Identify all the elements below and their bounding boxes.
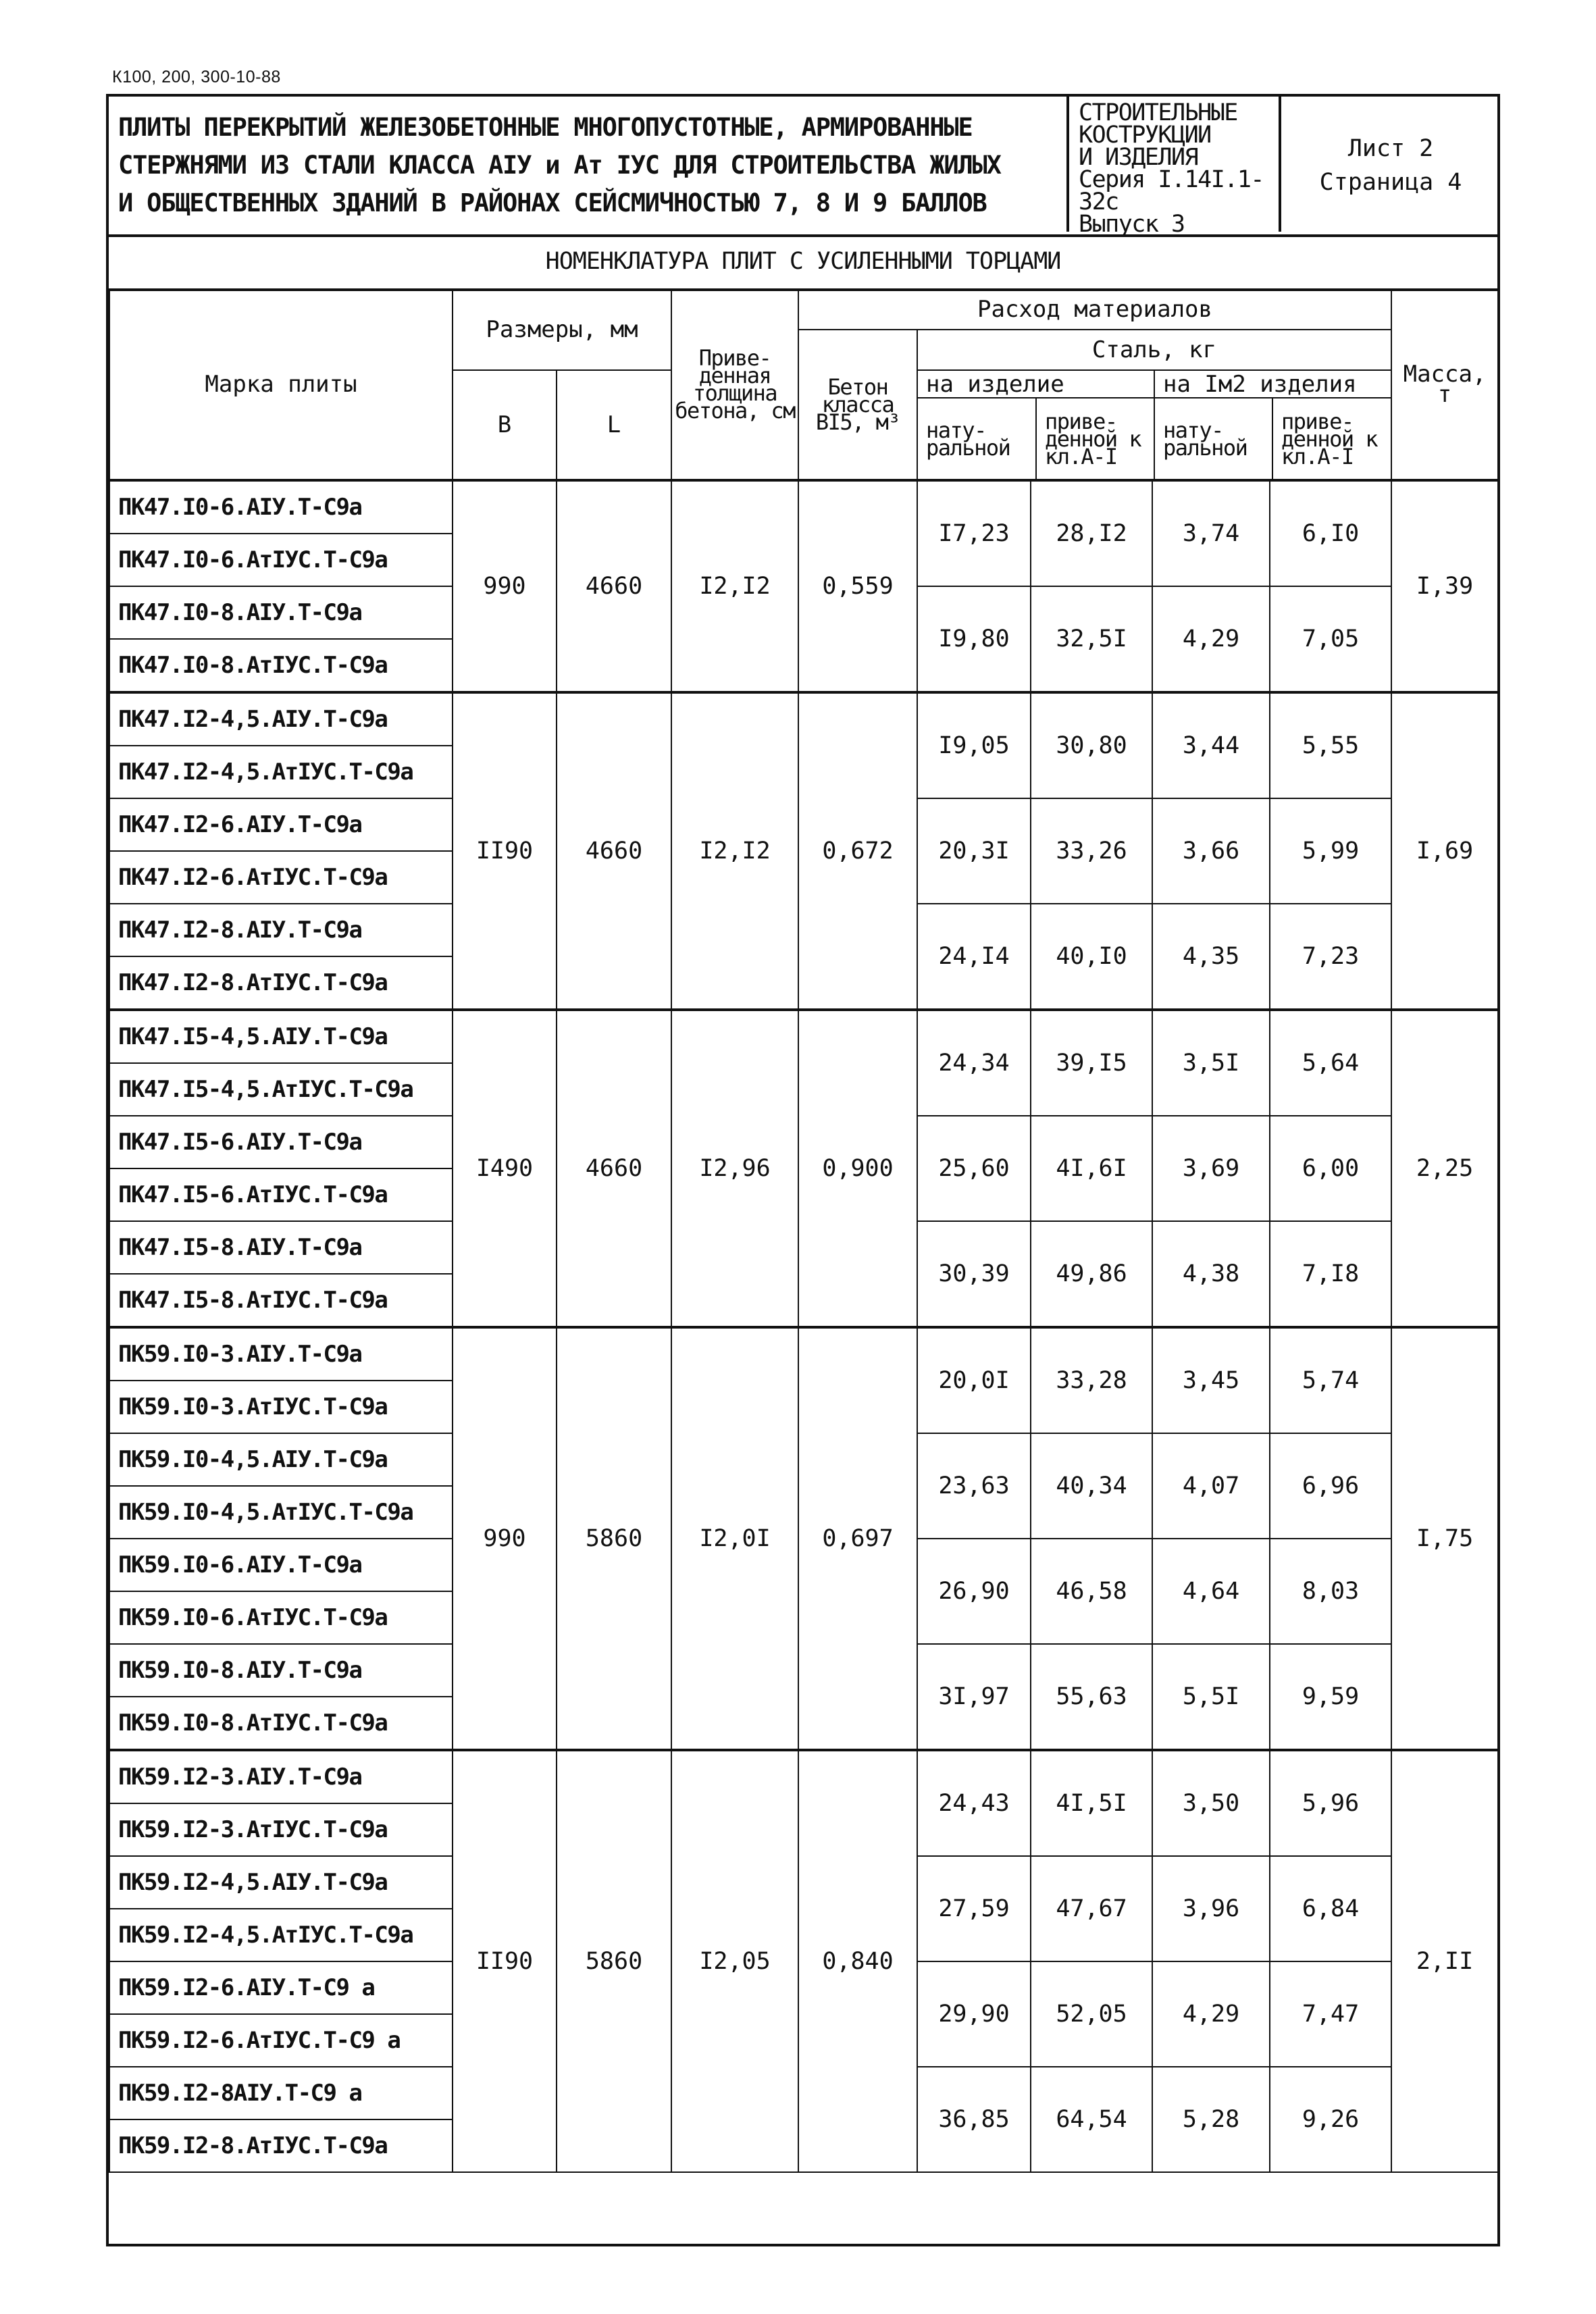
steel-reduced: 55,63 <box>1031 1644 1152 1750</box>
table-row <box>109 1327 1498 1381</box>
size-l: 4660 <box>557 1010 671 1327</box>
steel-reduced-m2: 9,59 <box>1270 1644 1391 1750</box>
plate-mark: ПК47.I5-6.АтIУС.Т-С9а <box>109 1168 453 1221</box>
concrete-value: 0,840 <box>798 1750 917 2172</box>
steel-natural-m2: 3,69 <box>1152 1116 1270 1221</box>
steel-natural: 24,I4 <box>917 904 1031 1010</box>
col-mass: Масса, т <box>1391 289 1498 480</box>
steel-natural-m2: 3,96 <box>1152 1856 1270 1961</box>
document-code: К100, 200, 300-10-88 <box>112 68 281 86</box>
size-b: II90 <box>453 1750 557 2172</box>
title-line: ПЛИТЫ ПЕРЕКРЫТИЙ ЖЕЛЕЗОБЕТОННЫЕ МНОГОПУСТОТНЫЕ, АРМИРОВАННЫЕ <box>118 113 973 142</box>
plate-mark: ПК47.I5-8.АтIУС.Т-С9а <box>109 1274 453 1327</box>
steel-reduced: 33,28 <box>1031 1327 1152 1433</box>
steel-natural: 27,59 <box>917 1856 1031 1961</box>
plate-mark: ПК47.I0-8.AIУ.Т-С9а <box>109 586 453 639</box>
steel-reduced-m2: 5,96 <box>1270 1750 1391 1856</box>
sheet-block <box>1284 97 1497 232</box>
steel-natural: 30,39 <box>917 1221 1031 1327</box>
steel-natural-m2: 4,29 <box>1152 1961 1270 2067</box>
table-row <box>109 1010 1498 1063</box>
steel-reduced-m2: 7,47 <box>1270 1961 1391 2067</box>
plate-mark: ПК59.I2-4,5.AIУ.Т-С9а <box>109 1856 453 1909</box>
col-per-m2: на Iм2 изделия <box>1154 371 1391 398</box>
steel-reduced-m2: 6,84 <box>1270 1856 1391 1961</box>
steel-natural: I7,23 <box>917 480 1031 586</box>
steel-reduced: 4I,6I <box>1031 1116 1152 1221</box>
plate-mark: ПК47.I2-8.АтIУС.Т-С9а <box>109 956 453 1010</box>
plate-mark: ПК59.I0-8.AIУ.Т-С9а <box>109 1644 453 1697</box>
steel-natural-m2: 4,29 <box>1152 586 1270 692</box>
size-l: 4660 <box>557 480 671 692</box>
steel-reduced-m2: 7,I8 <box>1270 1221 1391 1327</box>
steel-reduced: 47,67 <box>1031 1856 1152 1961</box>
col-b: B <box>453 370 557 480</box>
steel-reduced: 30,80 <box>1031 692 1152 798</box>
plate-mark: ПК59.I2-8AIУ.Т-С9 а <box>109 2067 453 2119</box>
steel-natural-m2: 3,45 <box>1152 1327 1270 1433</box>
steel-reduced-m2: 6,I0 <box>1270 480 1391 586</box>
steel-natural: 24,43 <box>917 1750 1031 1856</box>
concrete-value: 0,697 <box>798 1327 917 1750</box>
steel-reduced: 64,54 <box>1031 2067 1152 2172</box>
size-b: 990 <box>453 480 557 692</box>
steel-reduced: 32,5I <box>1031 586 1152 692</box>
steel-reduced-m2: 5,99 <box>1270 798 1391 904</box>
steel-reduced-m2: 5,64 <box>1270 1010 1391 1116</box>
plate-mark: ПК47.I2-4,5.AIУ.Т-С9а <box>109 692 453 746</box>
plate-mark: ПК47.I0-8.АтIУС.Т-С9а <box>109 639 453 692</box>
steel-natural-m2: 4,38 <box>1152 1221 1270 1327</box>
steel-reduced-m2: 6,96 <box>1270 1433 1391 1539</box>
steel-natural: 36,85 <box>917 2067 1031 2172</box>
concrete-value: 0,559 <box>798 480 917 692</box>
table-row <box>109 1750 1498 1803</box>
steel-natural-m2: 3,74 <box>1152 480 1270 586</box>
col-sizes: Размеры, мм <box>453 289 671 370</box>
title-line: СТЕРЖНЯМИ ИЗ СТАЛИ КЛАССА AIУ и Ат IУС ДЛЯ СТРОИТЕЛЬСТВА ЖИЛЫХ <box>118 151 1001 180</box>
thickness-value: I2,05 <box>671 1750 798 2172</box>
thickness-value: I2,I2 <box>671 692 798 1010</box>
size-l: 5860 <box>557 1327 671 1750</box>
sheet-number: Лист 2 <box>1347 135 1434 162</box>
plate-mark: ПК47.I5-4,5.АтIУС.Т-С9а <box>109 1063 453 1116</box>
steel-natural-m2: 5,5I <box>1152 1644 1270 1750</box>
table-row <box>109 692 1498 746</box>
col-concrete: Бетон класса BI5, м³ <box>798 330 917 480</box>
size-l: 5860 <box>557 1750 671 2172</box>
size-b: I490 <box>453 1010 557 1327</box>
col-thickness: Приве-денная толщина бетона, см <box>671 289 798 480</box>
steel-natural-m2: 3,44 <box>1152 692 1270 798</box>
plate-mark: ПК59.I0-3.AIУ.Т-С9а <box>109 1327 453 1381</box>
series-block <box>1066 97 1281 238</box>
col-consumption: Расход материалов <box>798 289 1391 330</box>
steel-reduced-m2: 7,23 <box>1270 904 1391 1010</box>
steel-reduced: 28,I2 <box>1031 480 1152 586</box>
steel-natural-m2: 4,07 <box>1152 1433 1270 1539</box>
concrete-value: 0,672 <box>798 692 917 1010</box>
steel-natural: I9,05 <box>917 692 1031 798</box>
plate-mark: ПК47.I2-8.AIУ.Т-С9а <box>109 904 453 956</box>
plate-mark: ПК47.I0-6.АтIУС.Т-С9а <box>109 534 453 586</box>
steel-reduced-m2: 5,55 <box>1270 692 1391 798</box>
series-line: СТРОИТЕЛЬНЫЕ <box>1079 99 1237 126</box>
issue-number: Выпуск 3 <box>1079 211 1185 238</box>
steel-reduced: 33,26 <box>1031 798 1152 904</box>
steel-reduced-m2: 8,03 <box>1270 1539 1391 1644</box>
series-line: И ИЗДЕЛИЯ <box>1079 144 1198 171</box>
plate-mark: ПК59.I2-6.AIУ.Т-С9 а <box>109 1961 453 2014</box>
steel-reduced: 49,86 <box>1031 1221 1152 1327</box>
col-per-item: на изделие <box>918 371 1154 398</box>
plate-mark: ПК47.I5-4,5.AIУ.Т-С9а <box>109 1010 453 1063</box>
table-row <box>109 480 1498 534</box>
steel-natural-m2: 5,28 <box>1152 2067 1270 2172</box>
steel-natural-m2: 3,66 <box>1152 798 1270 904</box>
size-b: 990 <box>453 1327 557 1750</box>
mass-value: I,75 <box>1391 1327 1498 1750</box>
page-number: Страница 4 <box>1319 169 1462 196</box>
col-mark: Марка плиты <box>109 289 453 480</box>
col-steel: Сталь, кг <box>917 330 1391 370</box>
size-b: II90 <box>453 692 557 1010</box>
steel-natural: 26,90 <box>917 1539 1031 1644</box>
plate-mark: ПК59.I0-3.АтIУС.Т-С9а <box>109 1381 453 1433</box>
col-natural-m2: нату-ральной <box>1154 398 1272 479</box>
plate-mark: ПК47.I2-6.AIУ.Т-С9а <box>109 798 453 851</box>
table-body <box>109 480 1498 2172</box>
steel-natural-m2: 4,35 <box>1152 904 1270 1010</box>
steel-natural: 23,63 <box>917 1433 1031 1539</box>
plate-mark: ПК59.I2-6.АтIУС.Т-С9 а <box>109 2014 453 2067</box>
steel-reduced: 46,58 <box>1031 1539 1152 1644</box>
steel-natural: I9,80 <box>917 586 1031 692</box>
plate-mark: ПК47.I5-6.AIУ.Т-С9а <box>109 1116 453 1168</box>
plate-mark: ПК59.I0-4,5.АтIУС.Т-С9а <box>109 1486 453 1539</box>
mass-value: I,69 <box>1391 692 1498 1010</box>
document-title <box>118 109 1158 222</box>
steel-reduced-m2: 6,00 <box>1270 1116 1391 1221</box>
plate-mark: ПК59.I0-6.АтIУС.Т-С9а <box>109 1591 453 1644</box>
table-title: НОМЕНКЛАТУРА ПЛИТ С УСИЛЕННЫМИ ТОРЦАМИ <box>109 234 1497 291</box>
thickness-value: I2,I2 <box>671 480 798 692</box>
col-reduced-m2: приве-денной к кл.А-I <box>1272 398 1391 479</box>
plate-mark: ПК59.I2-3.AIУ.Т-С9а <box>109 1750 453 1803</box>
steel-reduced: 40,I0 <box>1031 904 1152 1010</box>
steel-reduced-m2: 9,26 <box>1270 2067 1391 2172</box>
steel-natural-m2: 3,5I <box>1152 1010 1270 1116</box>
thickness-value: I2,96 <box>671 1010 798 1327</box>
steel-natural: 29,90 <box>917 1961 1031 2067</box>
steel-reduced: 52,05 <box>1031 1961 1152 2067</box>
plate-mark: ПК59.I0-4,5.AIУ.Т-С9а <box>109 1433 453 1486</box>
title-line: И ОБЩЕСТВЕННЫХ ЗДАНИЙ В РАЙОНАХ СЕЙСМИЧНОСТЬЮ 7, 8 И 9 БАЛЛОВ <box>118 188 987 217</box>
steel-reduced-m2: 5,74 <box>1270 1327 1391 1433</box>
steel-reduced: 40,34 <box>1031 1433 1152 1539</box>
steel-natural: 20,3I <box>917 798 1031 904</box>
mass-value: I,39 <box>1391 480 1498 692</box>
series-number: Серия I.14I.1-32с <box>1079 166 1264 215</box>
col-natural: нату-ральной <box>918 398 1036 479</box>
steel-natural-m2: 4,64 <box>1152 1539 1270 1644</box>
plate-mark: ПК59.I2-8.АтIУС.Т-С9а <box>109 2119 453 2172</box>
mass-value: 2,25 <box>1391 1010 1498 1327</box>
plate-mark: ПК47.I2-6.АтIУС.Т-С9а <box>109 851 453 904</box>
plate-mark: ПК59.I2-3.АтIУС.Т-С9а <box>109 1803 453 1856</box>
plate-mark: ПК59.I2-4,5.АтIУС.Т-С9а <box>109 1909 453 1961</box>
col-reduced: приве-денной к кл.А-I <box>1036 398 1154 479</box>
plate-mark: ПК47.I0-6.AIУ.Т-С9а <box>109 480 453 534</box>
thickness-value: I2,0I <box>671 1327 798 1750</box>
mass-value: 2,II <box>1391 1750 1498 2172</box>
steel-reduced: 4I,5I <box>1031 1750 1152 1856</box>
title-block <box>109 97 1497 237</box>
steel-reduced: 39,I5 <box>1031 1010 1152 1116</box>
steel-natural: 20,0I <box>917 1327 1031 1433</box>
plate-mark: ПК47.I2-4,5.АтIУС.Т-С9а <box>109 746 453 798</box>
steel-natural: 3I,97 <box>917 1644 1031 1750</box>
plate-mark: ПК47.I5-8.AIУ.Т-С9а <box>109 1221 453 1274</box>
steel-natural: 25,60 <box>917 1116 1031 1221</box>
plate-mark: ПК59.I0-6.AIУ.Т-С9а <box>109 1539 453 1591</box>
concrete-value: 0,900 <box>798 1010 917 1327</box>
plate-mark: ПК59.I0-8.АтIУС.Т-С9а <box>109 1697 453 1750</box>
drawing-sheet <box>106 94 1500 2246</box>
series-line: КОСТРУКЦИИ <box>1079 122 1211 149</box>
nomenclature-table <box>109 288 1499 2173</box>
steel-natural: 24,34 <box>917 1010 1031 1116</box>
steel-reduced-m2: 7,05 <box>1270 586 1391 692</box>
col-l: L <box>557 370 671 480</box>
steel-natural-m2: 3,50 <box>1152 1750 1270 1856</box>
size-l: 4660 <box>557 692 671 1010</box>
